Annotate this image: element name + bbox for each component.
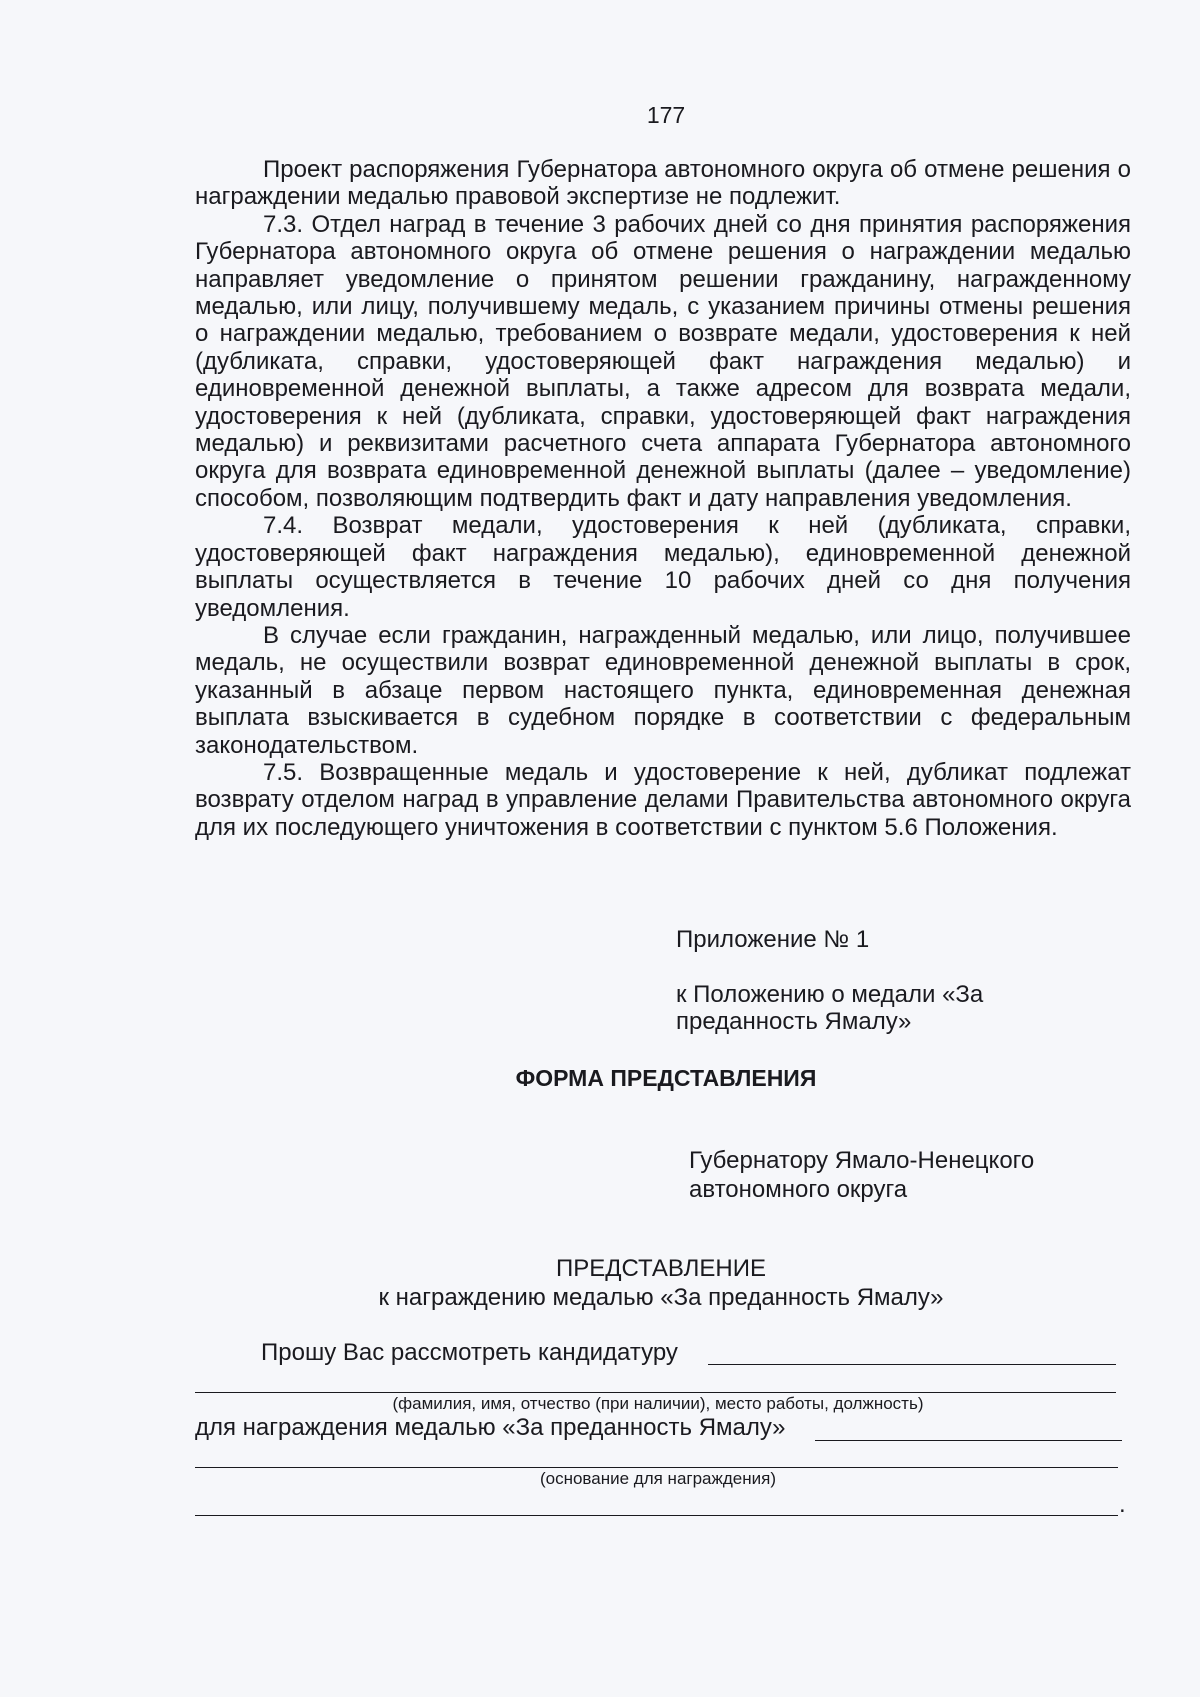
petition-subtitle: к награждению медалью «За преданность Ямалу» <box>378 1284 944 1311</box>
caption-person: (фамилия, имя, отчество (при наличии), место работы, должность) <box>392 1394 924 1413</box>
body-text <box>195 156 1131 841</box>
paragraph-7-4-recovery: В случае если гражданин, награжденный медалью, или лицо, получившее медаль, не осуществили возврат единовременной денежной выплаты в срок, указанный в абзаце первом настоящего пункта, единовременная денежная выплата взыскивается в судебном порядке в соответствии с федеральным законодательством. <box>195 621 1131 759</box>
paragraph-7-4: 7.4. Возврат медали, удостоверения к ней (дубликата, справки, удостоверяющей факт награждения медалью), единовременной денежной выплаты осуществляется в течение 10 рабочих дней со дня получения уведомления. <box>195 512 1131 622</box>
candidate-field-line-2 <box>195 1392 1116 1393</box>
form-title: ФОРМА ПРЕДСТАВЛЕНИЯ <box>515 1065 817 1091</box>
petition-heading <box>0 1254 1200 1312</box>
basis-field-line-2 <box>195 1515 1118 1516</box>
paragraph-7-3: 7.3. Отдел наград в течение 3 рабочих дней со дня принятия распоряжения Губернатора автономного округа об отмене решения о награждении медалью направляет уведомление о принятом решении гражданину, награжденному медалью, или лицу, получившему медаль, с указанием причины отмены решения о награждении медалью, требованием о возврате медали, удостоверения к ней (дубликата, справки, удостоверяющей факт награждения медалью) и единовременной денежной выплаты, а также адресом для возврата медали, удостоверения к ней (дубликата, справки, удостоверяющей факт награждения медалью) и реквизитами расчетного счета аппарата Губернатора автономного округа для возврата единовременной денежной выплаты (далее – уведомление) способом, позволяющим подтвердить факт и дату направления уведомления. <box>195 210 1131 512</box>
request-line-label: Прошу Вас рассмотреть кандидатуру <box>261 1339 678 1366</box>
appendix-number: Приложение № 1 <box>676 926 870 953</box>
page-number: 177 <box>646 102 686 128</box>
paragraph-expertise: Проект распоряжения Губернатора автономного округа об отмене решения о награждении медалью правовой экспертизе не подлежит. <box>195 156 1131 211</box>
candidate-field-line-1 <box>708 1364 1116 1365</box>
basis-field-line-1 <box>195 1467 1118 1468</box>
appendix-reference: к Положению о медали «За преданность Ямалу» <box>676 981 984 1036</box>
paragraph-7-5: 7.5. Возвращенные медаль и удостоверение к ней, дубликат подлежат возврату отделом наград в управление делами Правительства автономного округа для их последующего уничтожения в соответствии с пунктом 5.6 Положения. <box>195 758 1131 841</box>
end-mark: . <box>1119 1491 1126 1518</box>
addressee: Губернатору Ямало-Ненецкого автономного округа <box>689 1147 1035 1203</box>
award-line-label: для награждения медалью «За преданность Ямалу» <box>195 1414 786 1441</box>
caption-basis: (основание для награждения) <box>539 1469 777 1488</box>
petition-title: ПРЕДСТАВЛЕНИЕ <box>555 1255 766 1282</box>
award-field-line-1 <box>815 1440 1122 1441</box>
